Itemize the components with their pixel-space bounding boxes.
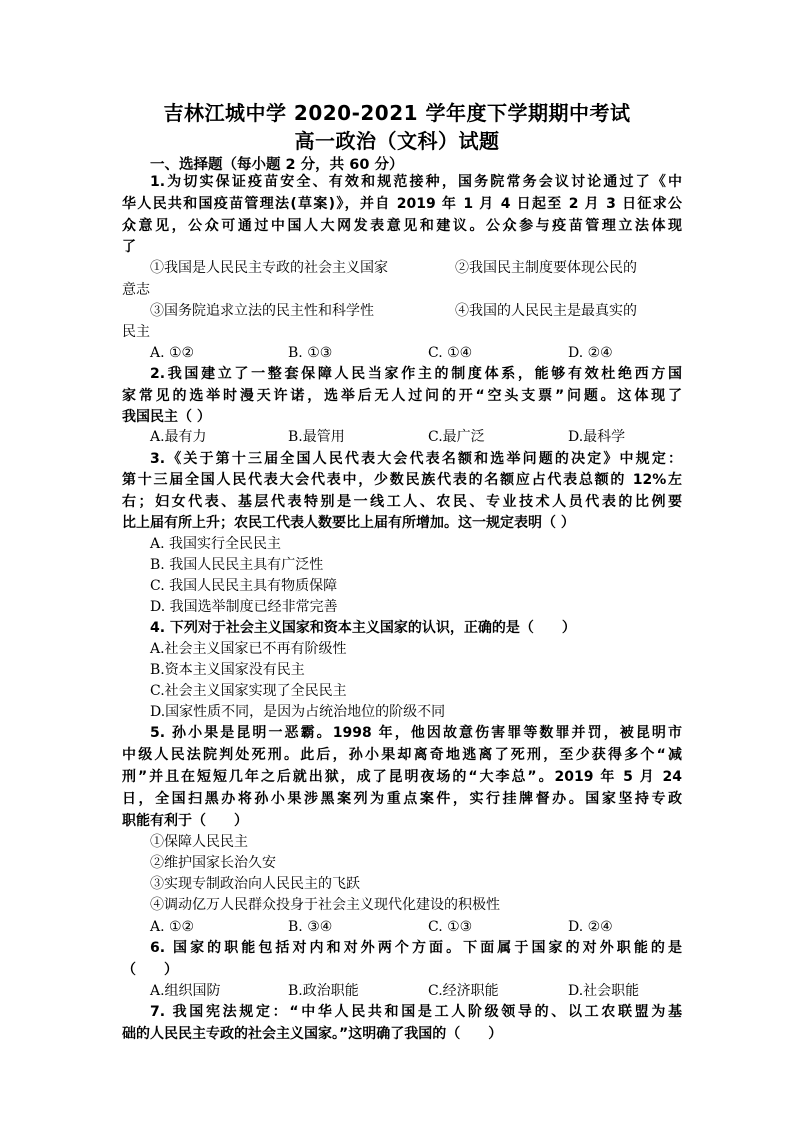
exam-title: 吉林江城中学 2020-2021 学年度下学期期中考试	[163, 101, 631, 125]
question-5-statement-3: ③实现专制政治向人民民主的飞跃	[150, 876, 360, 892]
question-4-option-b[interactable]: B.资本主义国家没有民主	[150, 662, 305, 678]
question-1-statement-2: ②我国民主制度要体现公民的	[455, 260, 637, 276]
question-1-option-a[interactable]: A. ①②	[150, 345, 195, 361]
question-2-option-a[interactable]: A.最有力	[150, 429, 207, 445]
question-3-option-d[interactable]: D. 我国选举制度已经非常完善	[150, 599, 338, 615]
question-1-stem-line-3: 众意见，公众可通过中国人大网发表意见和建议。公众参与疫苗管理立法体现	[122, 218, 682, 234]
question-1-stem-line-1: 1.为切实保证疫苗安全、有效和规范接种，国务院常务会议讨论通过了《中	[150, 174, 682, 190]
question-2-stem-line-1: 2.我国建立了一整套保障人民当家作主的制度体系，能够有效杜绝西方国	[150, 366, 682, 382]
question-3-stem-line-2: 第十三届全国人民代表大会代表中，少数民族代表的名额应占代表总额的 12%左	[122, 472, 682, 488]
question-7-stem-line-2: 础的人民民主专政的社会主义国家。”这明确了我国的（ ）	[122, 1026, 503, 1042]
question-2-stem-line-3: 我国民主（ ）	[122, 409, 211, 425]
question-1-option-d[interactable]: D. ②④	[568, 345, 613, 361]
question-4-option-c[interactable]: C.社会主义国家实现了全民民主	[150, 683, 347, 699]
question-6-stem-line-2: （ ）	[122, 962, 178, 978]
question-1-statement-1: ①我国是人民民主专政的社会主义国家	[150, 260, 388, 276]
question-1-statement-3: ③国务院追求立法的民主性和科学性	[150, 303, 374, 319]
question-5-stem-line-1: 5. 孙小果是昆明一恶霸。1998 年，他因故意伤害罪等数罪并罚，被昆明市	[150, 725, 682, 741]
question-7-stem-line-1: 7. 我国宪法规定：“中华人民共和国是工人阶级领导的、以工农联盟为基	[150, 1004, 682, 1020]
question-6-option-b[interactable]: B.政治职能	[288, 983, 359, 999]
question-5-stem-line-4: 日，全国扫黑办将孙小果涉黑案列为重点案件，实行挂牌督办。国家坚持专政	[122, 791, 682, 807]
question-5-option-d[interactable]: D. ②④	[568, 919, 613, 935]
question-5-stem-line-3: 刑”并且在短短几年之后就出狱，成了昆明夜场的“大李总”。2019 年 5 月 24	[122, 769, 682, 785]
question-6-option-d[interactable]: D.社会职能	[568, 983, 640, 999]
question-4-option-d[interactable]: D.国家性质不同，是因为占统治地位的阶级不同	[150, 704, 446, 720]
question-1-option-b[interactable]: B. ①③	[288, 345, 333, 361]
question-6-stem-line-1: 6. 国家的职能包括对内和对外两个方面。下面属于国家的对外职能的是	[150, 940, 682, 956]
question-5-statement-4: ④调动亿万人民群众投身于社会主义现代化建设的积极性	[150, 897, 500, 913]
question-5-stem-line-2: 中级人民法院判处死刑。此后，孙小果却离奇地逃离了死刑，至少获得多个“减	[122, 747, 682, 763]
question-1-option-c[interactable]: C. ①④	[428, 345, 473, 361]
question-2-stem-line-2: 家常见的选举时漫天许诺，选举后无人过问的开“空头支票”问题。这体现了	[122, 388, 682, 404]
question-5-stem-line-5: 职能有利于（ ）	[122, 813, 248, 829]
question-6-option-c[interactable]: C.经济职能	[428, 983, 499, 999]
question-5-option-a[interactable]: A. ①②	[150, 919, 195, 935]
question-2-option-b[interactable]: B.最管用	[288, 429, 345, 445]
question-5-option-b[interactable]: B. ③④	[288, 919, 333, 935]
question-1-statement-2-cont: 意志	[122, 282, 150, 298]
question-5-statement-2: ②维护国家长治久安	[150, 855, 276, 871]
question-4-stem: 4. 下列对于社会主义国家和资本主义国家的认识，正确的是（ ）	[150, 620, 576, 636]
question-1-stem-line-4: 了	[122, 239, 136, 255]
question-5-statement-1: ①保障人民民主	[150, 834, 248, 850]
question-3-stem-line-3: 右；妇女代表、基层代表特别是一线工人、农民、专业技术人员代表的比例要	[122, 494, 682, 510]
question-1-statement-4: ④我国的人民民主是最真实的	[455, 303, 637, 319]
question-1-stem-line-2: 华人民共和国疫苗管理法(草案)》，并自 2019 年 1 月 4 日起至 2 月 3 日征求公	[122, 196, 682, 212]
question-3-option-b[interactable]: B. 我国人民民主具有广泛性	[150, 557, 324, 573]
question-3-option-c[interactable]: C. 我国人民民主具有物质保障	[150, 578, 338, 594]
exam-subtitle: 高一政治（文科）试题	[294, 129, 500, 153]
question-5-option-c[interactable]: C. ①③	[428, 919, 473, 935]
question-1-statement-4-cont: 民主	[122, 324, 150, 340]
question-2-option-c[interactable]: C.最广泛	[428, 429, 485, 445]
question-3-stem-line-1: 3.《关于第十三届全国人民代表大会代表名额和选举问题的决定》中规定：	[150, 451, 682, 467]
section-heading: 一、选择题（每小题 2 分，共 60 分）	[150, 157, 404, 173]
question-4-option-a[interactable]: A.社会主义国家已不再有阶级性	[150, 641, 347, 657]
question-6-option-a[interactable]: A.组织国防	[150, 983, 221, 999]
question-2-option-d[interactable]: D.最科学	[568, 429, 626, 445]
question-3-option-a[interactable]: A. 我国实行全民民主	[150, 536, 282, 552]
question-3-stem-line-4: 比上届有所上升；农民工代表人数要比上届有所增加。这一规定表明（ ）	[122, 515, 575, 531]
